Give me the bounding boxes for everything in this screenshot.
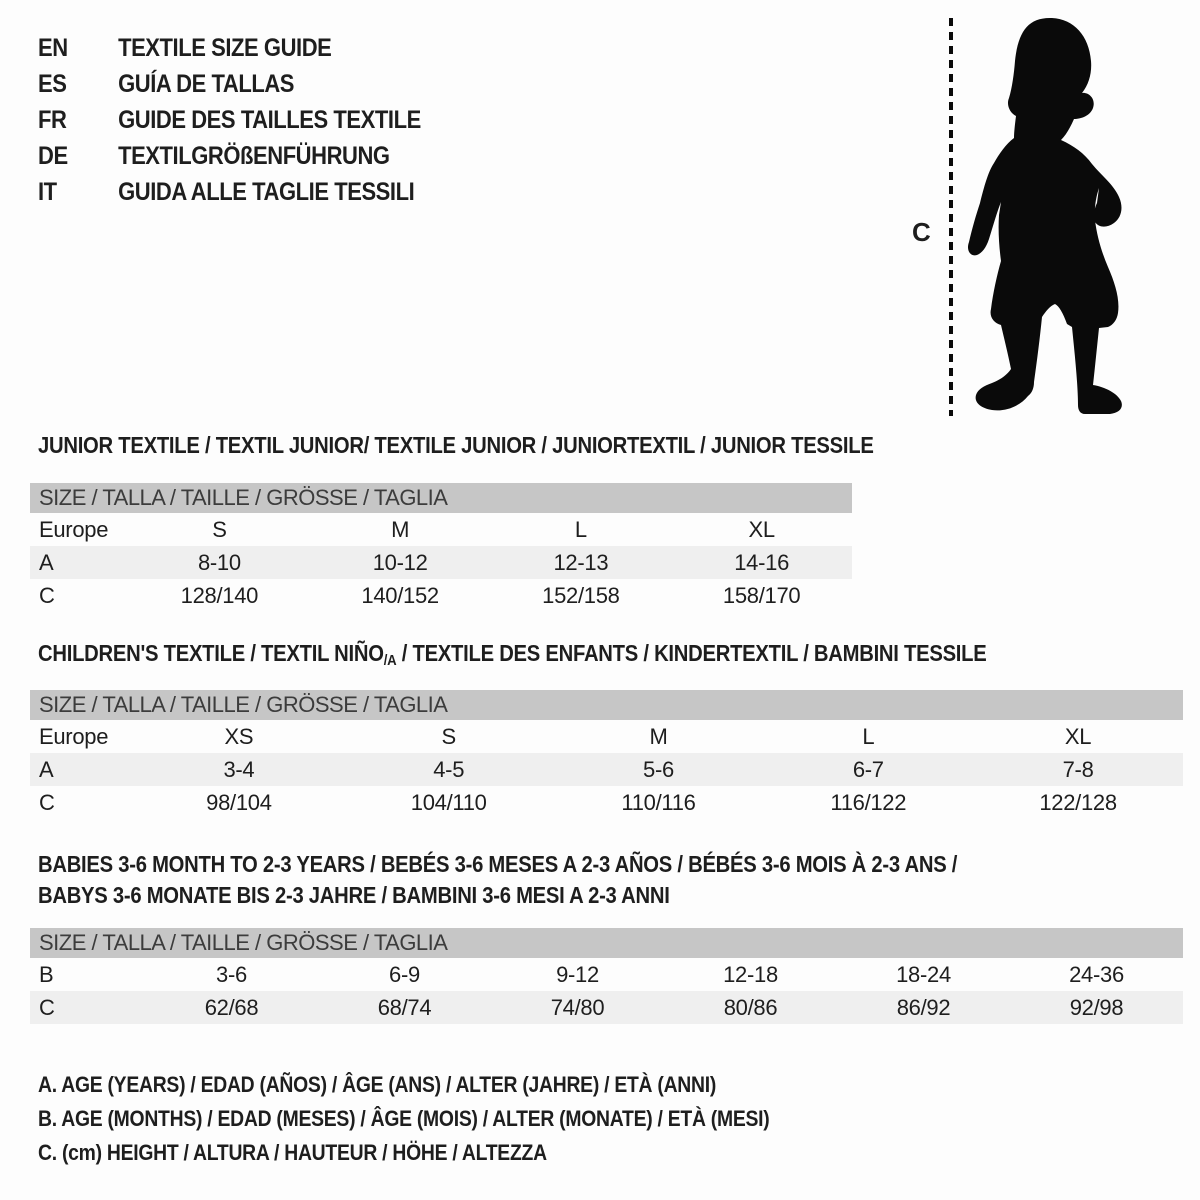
section-title-children — [38, 639, 987, 675]
height-measure-line — [949, 18, 953, 416]
table-cell: 14-16 — [734, 550, 790, 575]
table-row-months — [30, 958, 1183, 991]
table-cell: 98/104 — [206, 790, 272, 815]
table-row-age — [30, 546, 852, 579]
table-cell: 8-10 — [197, 550, 241, 575]
size-table-header: SIZE / TALLA / TAILLE / GRÖSSE / TAGLIA — [30, 690, 1183, 720]
table-cell: 104/110 — [410, 790, 487, 815]
table-cell: 12-18 — [723, 962, 778, 987]
table-cell: XS — [224, 724, 254, 749]
language-list — [38, 30, 473, 210]
table-cell: 74/80 — [550, 995, 605, 1020]
table-cell: 4-5 — [433, 757, 465, 782]
row-label: C — [39, 583, 55, 608]
row-label: C — [39, 995, 55, 1020]
language-code: EN — [38, 34, 68, 62]
section-title-line2: BABYS 3-6 MONATE BIS 2-3 JAHRE / BAMBINI 3-6 MESI A 2-3 ANNI — [38, 882, 670, 908]
table-cell: 12-13 — [553, 550, 609, 575]
table-cell: 24-36 — [1069, 962, 1124, 987]
table-cell: 5-6 — [643, 757, 674, 782]
table-cell: M — [649, 724, 668, 749]
row-label: Europe — [39, 724, 109, 749]
table-row-height — [30, 579, 852, 612]
table-row-height — [30, 991, 1183, 1024]
size-table-header: SIZE / TALLA / TAILLE / GRÖSSE / TAGLIA — [30, 483, 852, 513]
children-size-table — [30, 690, 1183, 819]
junior-size-table — [30, 483, 852, 612]
table-cell: 80/86 — [723, 995, 778, 1020]
row-label: C — [39, 790, 55, 815]
section-title-junior: JUNIOR TEXTILE / TEXTIL JUNIOR/ TEXTILE JUNIOR / JUNIORTEXTIL / JUNIOR TESSILE — [38, 432, 874, 458]
language-title: GUIDE DES TAILLES TEXTILE — [118, 106, 421, 134]
language-code: DE — [38, 142, 68, 170]
language-title: GUIDA ALLE TAGLIE TESSILI — [118, 178, 415, 206]
language-row-en — [38, 30, 421, 66]
table-cell: 110/116 — [621, 790, 696, 815]
table-cell: 152/158 — [542, 583, 620, 608]
table-row-height — [30, 786, 1183, 819]
table-cell: L — [574, 517, 587, 542]
section-title-babies — [38, 849, 957, 911]
language-title: TEXTILGRÖßENFÜHRUNG — [118, 142, 390, 170]
table-cell: 158/170 — [722, 583, 801, 608]
language-row-fr — [38, 102, 421, 138]
table-cell: 92/98 — [1069, 995, 1124, 1020]
language-code: ES — [38, 70, 67, 98]
language-row-es — [38, 66, 421, 102]
table-cell: 3-4 — [223, 757, 255, 782]
babies-size-table — [30, 928, 1183, 1024]
table-cell: 9-12 — [556, 962, 599, 987]
table-cell: 6-9 — [389, 962, 420, 987]
table-cell: XL — [1064, 724, 1092, 749]
table-cell: S — [441, 724, 456, 749]
table-cell: 128/140 — [180, 583, 259, 608]
language-code: IT — [38, 178, 57, 206]
section-title-text: / TEXTILE DES ENFANTS / KINDERTEXTIL / BAMBINI TESSILE — [396, 640, 987, 666]
table-cell: L — [862, 724, 875, 749]
language-row-de — [38, 138, 421, 174]
table-cell: 6-7 — [852, 757, 884, 782]
section-title-subscript: /A — [383, 652, 397, 669]
table-cell: 68/74 — [377, 995, 432, 1020]
row-label: A — [39, 757, 54, 782]
language-title: TEXTILE SIZE GUIDE — [118, 34, 332, 62]
table-cell: M — [391, 517, 410, 542]
language-code: FR — [38, 106, 67, 134]
language-row-it — [38, 174, 421, 210]
table-row-europe — [30, 720, 1183, 753]
table-cell: 10-12 — [372, 550, 428, 575]
table-cell: 7-8 — [1062, 757, 1094, 782]
row-label: Europe — [39, 517, 109, 542]
table-cell: S — [212, 517, 227, 542]
toddler-silhouette-icon — [968, 16, 1146, 418]
legend-line-c: C. (cm) HEIGHT / ALTURA / HAUTEUR / HÖHE / ALTEZZA — [38, 1140, 547, 1165]
table-cell: 116/122 — [830, 790, 907, 815]
table-cell: 3-6 — [216, 962, 247, 987]
measurement-legend — [38, 1068, 869, 1170]
size-table-header: SIZE / TALLA / TAILLE / GRÖSSE / TAGLIA — [30, 928, 1183, 958]
table-cell: 62/68 — [204, 995, 259, 1020]
table-cell: 86/92 — [896, 995, 951, 1020]
section-title-text: CHILDREN'S TEXTILE / TEXTIL NIÑO — [38, 640, 384, 666]
table-cell: 18-24 — [896, 962, 951, 987]
language-title: GUÍA DE TALLAS — [118, 70, 295, 98]
table-cell: 122/128 — [1039, 790, 1117, 815]
section-title-line1: BABIES 3-6 MONTH TO 2-3 YEARS / BEBÉS 3-6 MESES A 2-3 AÑOS / BÉBÉS 3-6 MOIS À 2-3 ANS / — [38, 851, 958, 877]
table-cell: 140/152 — [361, 583, 439, 608]
height-measure-label: C — [912, 217, 931, 247]
legend-line-b: B. AGE (MONTHS) / EDAD (MESES) / ÂGE (MOIS) / ALTER (MONATE) / ETÀ (MESI) — [38, 1106, 770, 1131]
legend-line-a: A. AGE (YEARS) / EDAD (AÑOS) / ÂGE (ANS) / ALTER (JAHRE) / ETÀ (ANNI) — [38, 1072, 717, 1097]
row-label: A — [39, 550, 54, 575]
table-row-age — [30, 753, 1183, 786]
table-cell: XL — [748, 517, 775, 542]
row-label: B — [39, 962, 54, 987]
table-row-europe — [30, 513, 852, 546]
